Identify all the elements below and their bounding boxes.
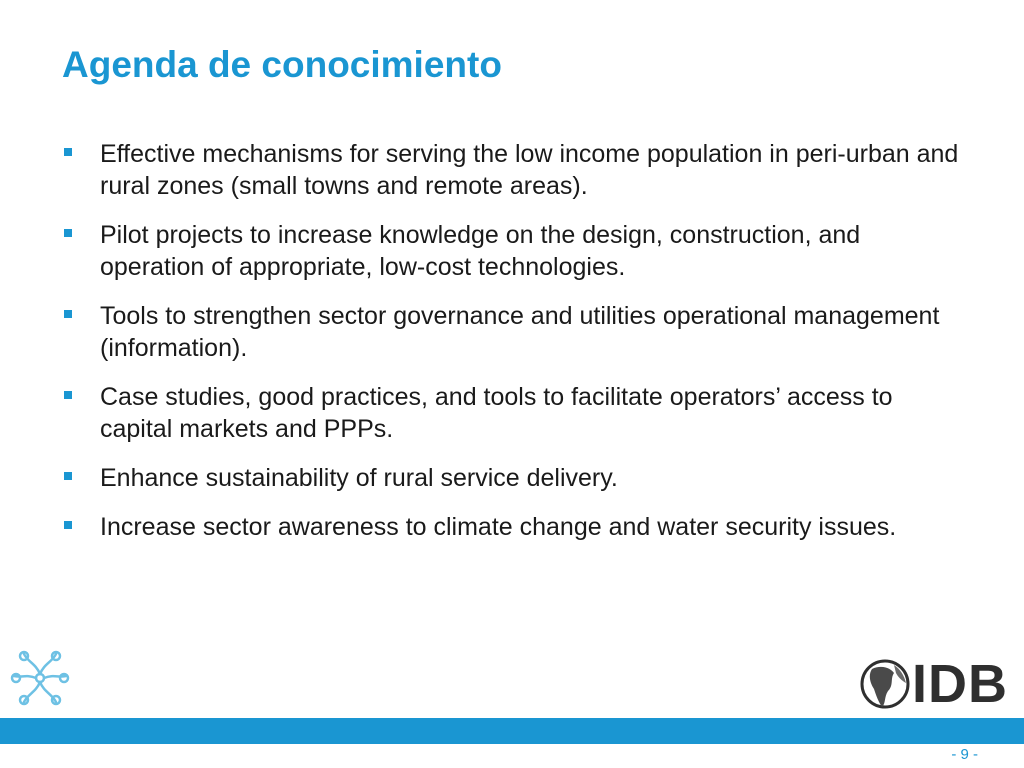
bullet-item bbox=[62, 300, 962, 364]
square-bullet-icon bbox=[64, 148, 72, 156]
bullet-text: Pilot projects to increase knowledge on the design, construction, and operation of appropriate, low-cost technologies. bbox=[100, 221, 861, 281]
logo-text: IDB bbox=[912, 654, 1008, 714]
bullet-text: Tools to strengthen sector governance and utilities operational management (information). bbox=[100, 302, 940, 362]
square-bullet-icon bbox=[64, 310, 72, 318]
bullet-item bbox=[62, 138, 962, 202]
square-bullet-icon bbox=[64, 229, 72, 237]
globe-icon bbox=[860, 655, 910, 713]
bullet-text: Enhance sustainability of rural service delivery. bbox=[100, 464, 618, 492]
square-bullet-icon bbox=[64, 391, 72, 399]
footer-bar bbox=[0, 718, 1024, 744]
bullet-text: Effective mechanisms for serving the low income population in peri-urban and rural zones (small towns and remote areas). bbox=[100, 140, 959, 200]
bullet-text: Case studies, good practices, and tools to facilitate operators’ access to capital markets and PPPs. bbox=[100, 383, 893, 443]
idb-logo bbox=[860, 655, 1012, 713]
page-number: - 9 - bbox=[951, 746, 978, 763]
bullet-text: Increase sector awareness to climate change and water security issues. bbox=[100, 513, 897, 541]
bullet-item bbox=[62, 462, 962, 494]
bullet-item bbox=[62, 381, 962, 445]
square-bullet-icon bbox=[64, 521, 72, 529]
bullet-item bbox=[62, 219, 962, 283]
bullet-list bbox=[62, 138, 962, 560]
swirl-ornament-icon bbox=[10, 648, 70, 708]
slide-title: Agenda de conocimiento bbox=[62, 44, 502, 85]
bullet-item bbox=[62, 511, 962, 543]
square-bullet-icon bbox=[64, 472, 72, 480]
